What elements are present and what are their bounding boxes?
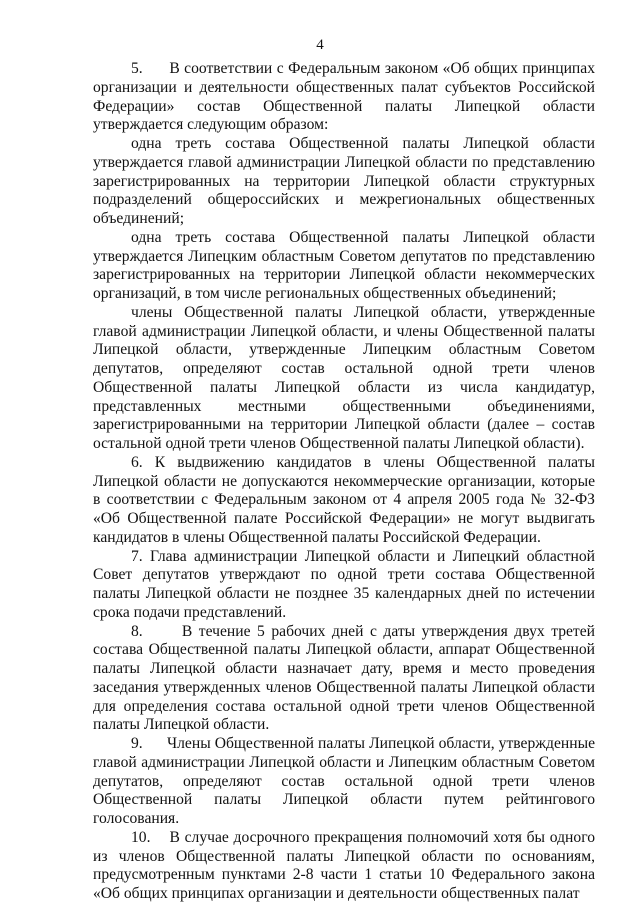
paragraph-7: 7. Глава администрации Липецкой области и Липецкий областной Совет депутатов утверждают по одной трети состава Общественной палаты Липецкой области не позднее 35 календарных дней по истечении срока подачи представлений. — [93, 547, 595, 621]
paragraph-8: 8. В течение 5 рабочих дней с даты утверждения двух третей состава Общественной палаты Липецкой области, аппарат Общественной палаты Липецкой области назначает дату, время и место проведения заседания утвержденных членов Общественной палаты Липецкой области для определения состава остальной одной трети членов Общественной палаты Липецкой области. — [93, 622, 595, 734]
paragraph-5-item-2: одна треть состава Общественной палаты Липецкой области утверждается Липецким областным Советом депутатов по представлению зарегистрированных на территории Липецкой области некоммерческих организаций, в том числе региональных общественных объединений; — [93, 228, 595, 302]
paragraph-5-item-1: одна треть состава Общественной палаты Липецкой области утверждается главой администрации Липецкой области по представлению зарегистрированных на территории Липецкой области структурных подразделений общероссийских и межрегиональных общественных объединений; — [93, 135, 595, 227]
page-number: 4 — [316, 37, 324, 53]
paragraph-6: 6. К выдвижению кандидатов в члены Общественной палаты Липецкой области не допускаются некоммерческие организации, которые в соответствии с Федеральным законом от 4 апреля 2005 года № 32-ФЗ «Об Общественной палате Российской Федерации» не могут выдвигать кандидатов в члены Общественной палаты Российской Федерации. — [93, 453, 595, 546]
document-body — [93, 60, 595, 904]
paragraph-5-item-3: члены Общественной палаты Липецкой области, утвержденные главой администрации Липецкой области, и члены Общественной палаты Липецкой области, утвержденные Липецким областным Советом депутатов, определяют состав остальной одной трети членов Общественной палаты Липецкой области из числа кандидатур, представленных местными общественными объединениями, зарегистрированными на территории Липецкой области (далее – состав остальной одной трети членов Общественной палаты Липецкой области). — [93, 303, 595, 452]
paragraph-5: 5. В соответствии с Федеральным законом «Об общих принципах организации и деятельности общественных палат субъектов Российской Федерации» состав Общественной палаты Липецкой области утверждается следующим образом: — [93, 60, 595, 134]
paragraph-9: 9. Члены Общественной палаты Липецкой области, утвержденные главой администрации Липецкой области и Липецким областным Советом депутатов, определяют состав остальной одной трети членов Общественной палаты Липецкой области путем рейтингового голосования. — [93, 735, 595, 827]
paragraph-10: 10. В случае досрочного прекращения полномочий хотя бы одного из членов Общественной палаты Липецкой области по основаниям, предусмотренным пунктами 2-8 части 1 статьи 10 Федерального закона «Об общих принципах организации и деятельности общественных палат — [93, 828, 595, 902]
